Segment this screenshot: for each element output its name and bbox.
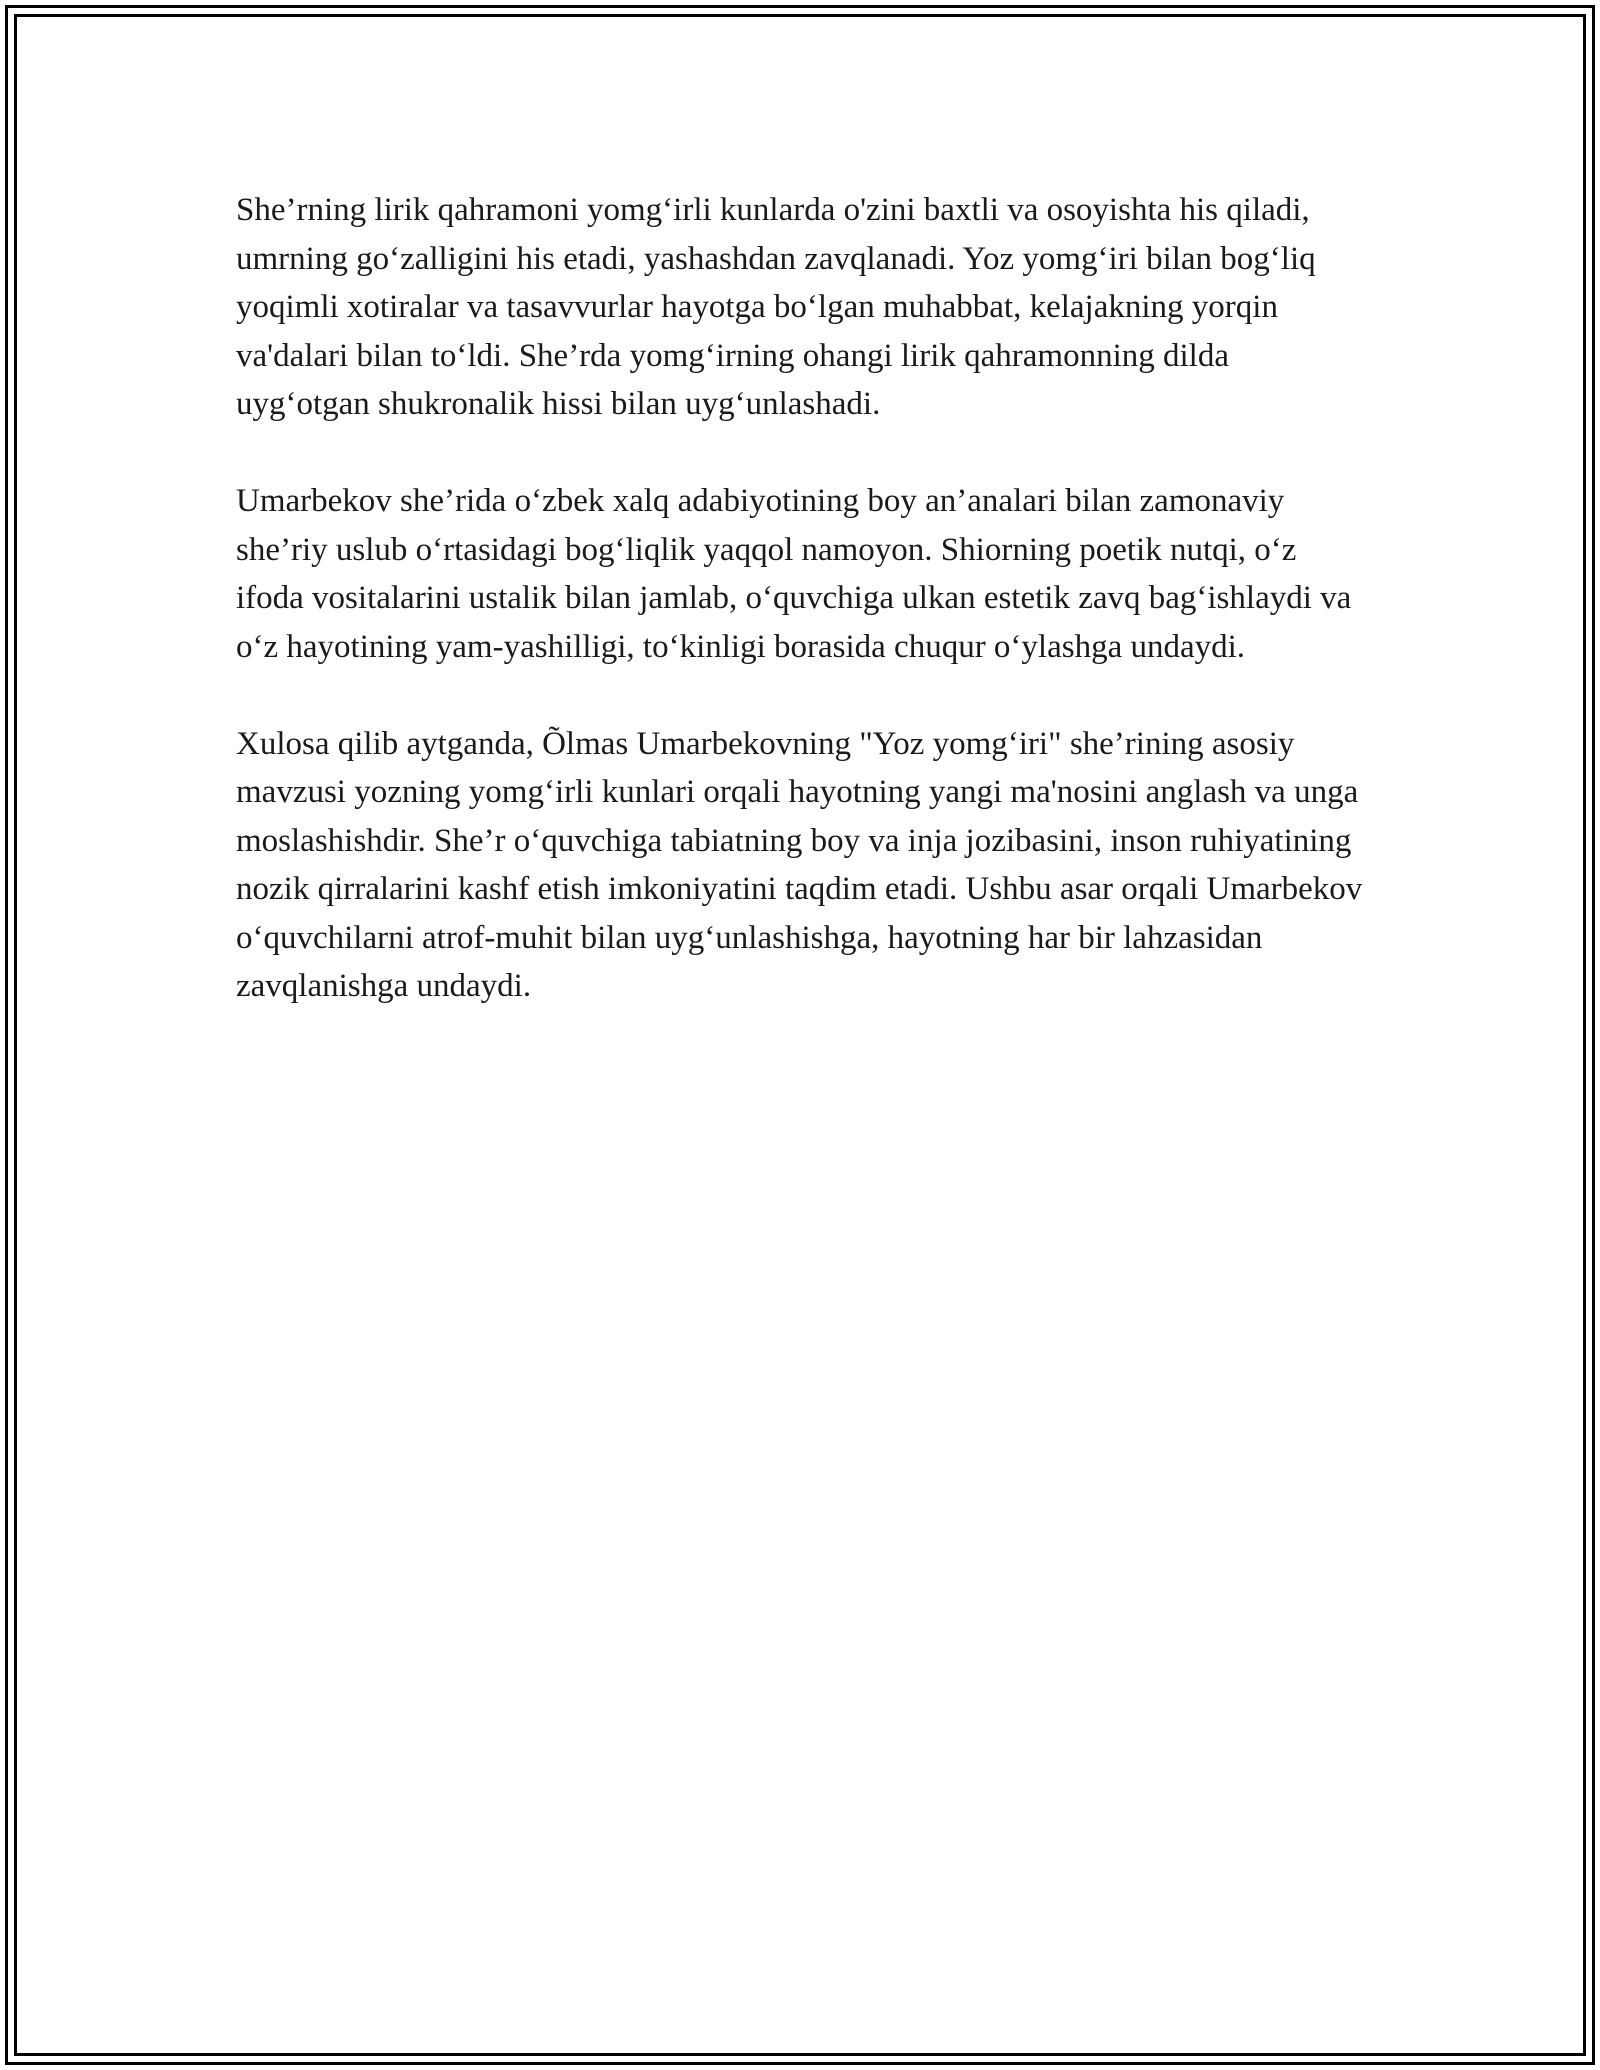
- document-body: [236, 186, 1366, 1059]
- paragraph-3: Xulosa qilib aytganda, Õlmas Umarbekovning "Yoz yomg‘iri" she’rining asosiy mavzusi yozning yomg‘irli kunlari orqali hayotning yangi ma'nosini anglash va unga moslashishdir. She’r o‘quvchiga tabiatning boy va inja jozibasini, inson ruhiyatining nozik qirralarini kashf etish imkoniyatini taqdim etadi. Ushbu asar orqali Umarbekov o‘quvchilarni atrof-muhit bilan uyg‘unlashishga, hayotning har bir lahzasidan zavqlanishga undaydi.: [236, 725, 1363, 1004]
- paragraph-2: Umarbekov she’rida o‘zbek xalq adabiyotining boy an’analari bilan zamonaviy she’riy uslub o‘rtasidagi bog‘liqlik yaqqol namoyon. Shiorning poetik nutqi, o‘z ifoda vositalarini ustalik bilan jamlab, o‘quvchiga ulkan estetik zavq bag‘ishlaydi va o‘z hayotining yam-yashilligi, to‘kinligi borasida chuqur o‘ylashga undaydi.: [236, 483, 1352, 665]
- paragraph-1: She’rning lirik qahramoni yomg‘irli kunlarda o'zini baxtli va osoyishta his qiladi, umrning go‘zalligini his etadi, yashashdan zavqlanadi. Yoz yomg‘iri bilan bog‘liq yoqimli xotiralar va tasavvurlar hayotga bo‘lgan muhabbat, kelajakning yorqin va'dalari bilan to‘ldi. She’rda yomg‘irning ohangi lirik qahramonning dilda uyg‘otgan shukronalik hissi bilan uyg‘unlashadi.: [236, 192, 1316, 422]
